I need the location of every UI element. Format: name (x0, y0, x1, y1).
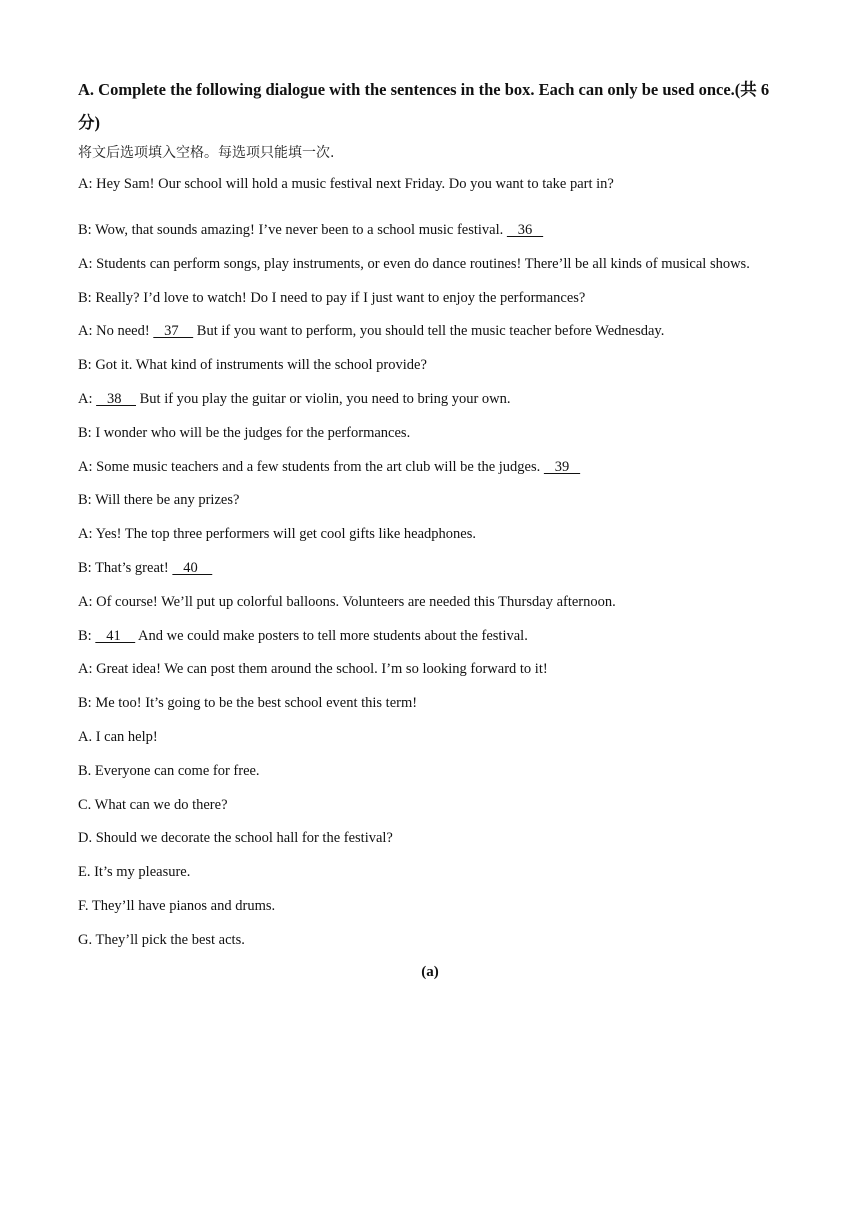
dialogue-text: A: Of course! We’ll put up colorful balloons. Volunteers are needed this Thursday afternoon. (78, 594, 616, 610)
dialogue-line (78, 526, 476, 543)
dialogue-line (78, 492, 239, 509)
answer-blank[interactable]: 37 (153, 323, 194, 339)
dialogue-line (78, 357, 427, 374)
dialogue-line (78, 661, 548, 678)
dialogue-line (78, 391, 511, 408)
dialogue-line (78, 256, 750, 273)
dialogue-text: But if you play the guitar or violin, you need to bring your own. (136, 391, 511, 407)
answer-blank[interactable]: 39 (543, 459, 581, 475)
dialogue-line (78, 560, 212, 577)
dialogue-line (78, 323, 664, 340)
dialogue-text: A: No need! (78, 323, 154, 339)
dialogue-text: B: I wonder who will be the judges for the performances. (78, 425, 411, 441)
dialogue-line (78, 695, 417, 712)
dialogue-line (78, 459, 580, 476)
dialogue-text: B: Really? I’d love to watch! Do I need to pay if I just want to enjoy the performances? (78, 290, 586, 306)
answer-blank[interactable]: 38 (96, 391, 136, 407)
option-item: F. They’ll have pianos and drums. (78, 898, 276, 914)
dialogue-text: And we could make posters to tell more students about the festival. (135, 628, 528, 644)
figure-caption: (a) (421, 964, 439, 980)
option-item: E. It’s my pleasure. (78, 864, 191, 881)
dialogue-text: B: (78, 628, 96, 644)
dialogue-text: A: Students can perform songs, play instruments, or even do dance routines! There’ll be all kinds of musical shows. (78, 256, 750, 272)
dialogue-line (78, 176, 614, 193)
dialogue-text: B: That’s great! (78, 560, 173, 576)
option-item: A. I can help! (78, 729, 158, 745)
dialogue-line (78, 425, 410, 442)
dialogue-text: B: Wow, that sounds amazing! I’ve never been to a school music festival. (78, 222, 507, 238)
dialogue-text: A: Great idea! We can post them around the school. I’m so looking forward to it! (78, 661, 548, 677)
dialogue-line (78, 594, 616, 611)
dialogue-text: B: Will there be any prizes? (78, 492, 240, 508)
dialogue-text: B: Got it. What kind of instruments will the school provide? (78, 357, 427, 373)
answer-blank[interactable]: 36 (506, 222, 544, 238)
dialogue-text: A: Hey Sam! Our school will hold a music festival next Friday. Do you want to take part in? (78, 176, 614, 192)
section-title: A. Complete the following dialogue with the sentences in the box. Each can only be used once.(共 6 分) (78, 80, 770, 132)
dialogue-line (78, 290, 585, 307)
dialogue-text: A: Some music teachers and a few students from the art club will be the judges. (78, 459, 544, 475)
dialogue-line (78, 222, 543, 239)
option-item: G. They’ll pick the best acts. (78, 931, 245, 948)
answer-blank[interactable]: 41 (95, 628, 136, 644)
dialogue-line (78, 628, 528, 645)
option-item: C. What can we do there? (78, 796, 228, 813)
answer-blank[interactable]: 40 (172, 560, 213, 576)
dialogue-text: A: (78, 391, 97, 407)
dialogue-text: B: Me too! It’s going to be the best school event this term! (78, 695, 418, 711)
instruction-text: 将文后选项填入空格。每选项只能填一次. (78, 145, 335, 161)
dialogue-text: But if you want to perform, you should tell the music teacher before Wednesday. (193, 323, 665, 339)
option-item: B. Everyone can come for free. (78, 762, 260, 779)
option-item: D. Should we decorate the school hall for the festival? (78, 830, 393, 847)
dialogue-text: A: Yes! The top three performers will get cool gifts like headphones. (78, 526, 476, 542)
